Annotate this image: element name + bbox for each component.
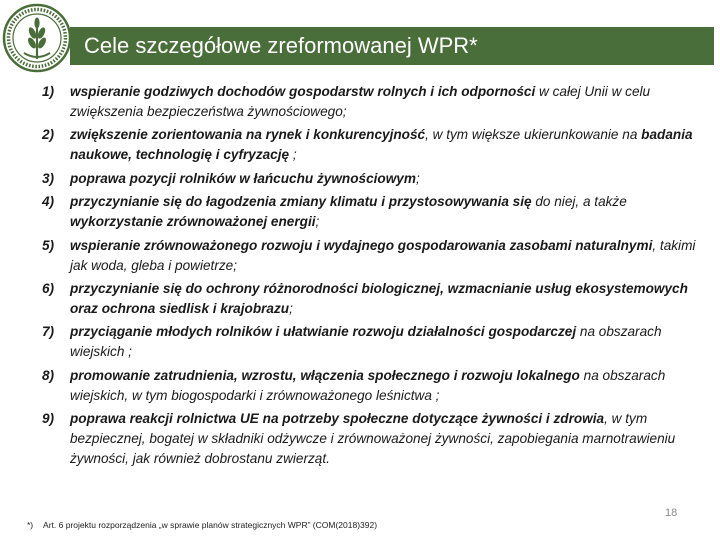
list-item-number: 7) [42, 324, 55, 340]
list-item-number: 5) [42, 237, 55, 253]
list-item-text: ; [315, 214, 320, 230]
page-number: 18 [665, 507, 678, 519]
list-item-text: wspieranie godziwych dochodów gospodarstw rolnych i ich odporności [70, 84, 536, 99]
list-item [20, 409, 710, 469]
list-item-text: ; [415, 170, 420, 186]
list-item-text: ; [289, 300, 293, 316]
footnote-mark: *) [27, 520, 34, 530]
list-item-text: na obszarach wiejskich, w tym biogospodarki i zrównoważonego leśnictwa ; [70, 367, 666, 403]
objectives-list [20, 82, 710, 473]
list-item-number: 8) [42, 367, 55, 383]
list-item-text: promowanie zatrudnienia, wzrostu, włączenia społecznego i rozwoju lokalnego [70, 367, 580, 383]
list-item-number: 9) [42, 411, 55, 427]
ministry-logo [2, 3, 72, 73]
list-item-text: zwiększenie zorientowania na rynek i konkurencyjność [70, 127, 426, 143]
list-item-text: do niej, a także [531, 194, 627, 210]
list-item-number: 4) [42, 194, 55, 210]
wheat-seal-icon [2, 3, 72, 73]
list-item [20, 192, 710, 232]
list-item [20, 125, 710, 165]
list-item-text: , w tym bezpiecznej, bogatej w składniki odżywcze i zrównoważonej żywności, zapobiegania marnotrawieniu żywności, jak również dobrostanu zwierząt. [70, 411, 676, 467]
list-item-text: ; [289, 147, 297, 163]
list-item-text: przyciąganie młodych rolników i ułatwianie rozwoju działalności gospodarczej [70, 324, 577, 340]
list-item-text: na obszarach wiejskich ; [70, 324, 662, 360]
footnote-text: Art. 6 projektu rozporządzenia „w sprawie planów strategicznych WPR” (COM(2018)392) [43, 520, 378, 530]
list-item [20, 322, 710, 362]
slide-title: Cele szczegółowe zreformowanej WPR* [84, 33, 478, 58]
list-item-text: w całej Unii w celu zwiększenia bezpieczeństwa żywnościowego; [70, 84, 651, 119]
list-item-text: , takimi jak woda, gleba i powietrze; [70, 237, 696, 273]
list-item [20, 236, 710, 276]
list-item-text: przyczynianie się do łagodzenia zmiany klimatu i przystosowywania się [70, 194, 532, 210]
list-item-number: 2) [42, 127, 55, 143]
list-item-number: 3) [42, 170, 55, 186]
list-item-number: 1) [42, 84, 55, 99]
list-item-text: poprawa pozycji rolników w łańcuchu żywnościowym [70, 170, 416, 186]
list-item-text: wykorzystanie zrównoważonej energii [70, 214, 316, 230]
list-item-text: poprawa reakcji rolnictwa UE na potrzeby społeczne dotyczące żywności i zdrowia [70, 411, 605, 427]
list-item-text: przyczynianie się do ochrony różnorodności biologicznej, wzmacnianie usług ekosystemowych oraz ochrona siedlisk i krajobrazu [70, 280, 688, 316]
slide-title-bar [70, 27, 714, 65]
list-item [20, 169, 710, 189]
list-item [20, 366, 710, 406]
footnote [27, 520, 377, 530]
list-item-text: , w tym większe ukierunkowanie na [425, 127, 642, 143]
list-item [20, 82, 710, 122]
list-item-text: badania naukowe, technologię i cyfryzację [70, 127, 693, 163]
list-item-number: 6) [42, 280, 55, 296]
list-item [20, 279, 710, 319]
list-item-text: wspieranie zrównoważonego rozwoju i wydajnego gospodarowania zasobami naturalnymi [70, 237, 653, 253]
